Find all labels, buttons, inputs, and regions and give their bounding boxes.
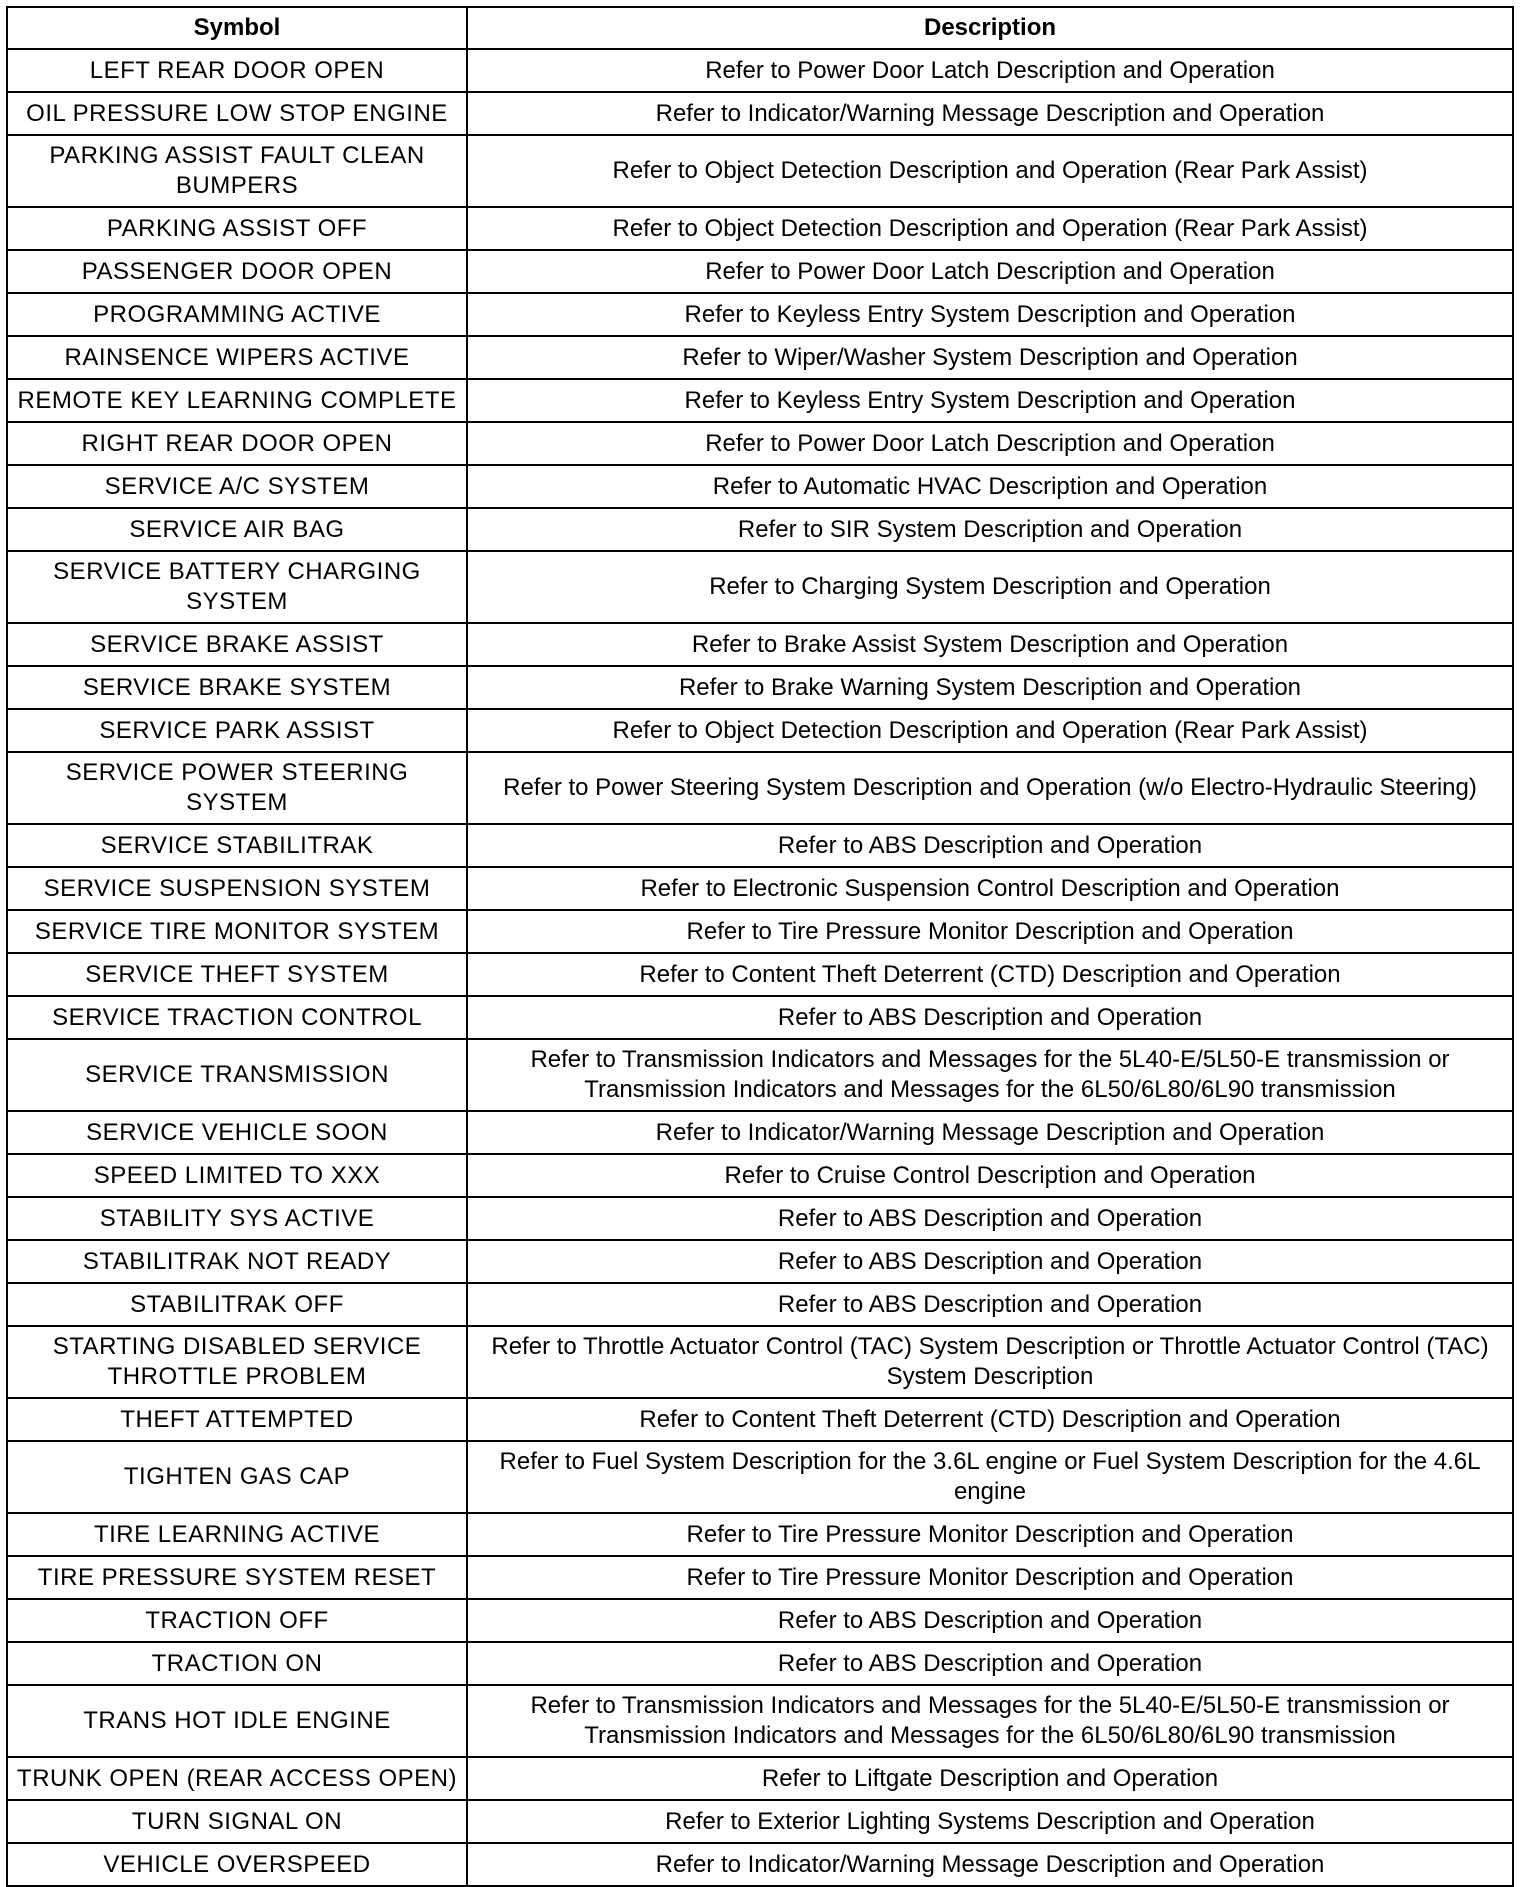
description-cell: Refer to ABS Description and Operation [467,824,1513,867]
table-row [7,867,1513,910]
symbol-cell: SERVICE TIRE MONITOR SYSTEM [7,910,467,953]
table-row [7,1556,1513,1599]
table-row [7,953,1513,996]
symbol-cell: TIRE LEARNING ACTIVE [7,1513,467,1556]
description-cell: Refer to Tire Pressure Monitor Description and Operation [467,1513,1513,1556]
symbol-cell: STABILITRAK OFF [7,1283,467,1326]
symbol-cell: SERVICE POWER STEERING SYSTEM [7,752,467,824]
table-row [7,1154,1513,1197]
table-row [7,1800,1513,1843]
description-cell: Refer to Fuel System Description for the 3.6L engine or Fuel System Description for the 4.6L engine [467,1441,1513,1513]
table-row [7,92,1513,135]
table-row [7,1197,1513,1240]
table-row [7,1240,1513,1283]
description-cell: Refer to Indicator/Warning Message Description and Operation [467,92,1513,135]
description-cell: Refer to ABS Description and Operation [467,1642,1513,1685]
table-row [7,135,1513,207]
symbol-cell: STARTING DISABLED SERVICE THROTTLE PROBLEM [7,1326,467,1398]
description-cell: Refer to Exterior Lighting Systems Description and Operation [467,1800,1513,1843]
table-row [7,1326,1513,1398]
symbol-cell: LEFT REAR DOOR OPEN [7,49,467,92]
symbol-cell: TRUNK OPEN (REAR ACCESS OPEN) [7,1757,467,1800]
symbol-cell: SERVICE BRAKE SYSTEM [7,666,467,709]
description-cell: Refer to ABS Description and Operation [467,1197,1513,1240]
table-row [7,1642,1513,1685]
table-row [7,1685,1513,1757]
symbol-cell: SERVICE TRANSMISSION [7,1039,467,1111]
symbol-cell: PARKING ASSIST OFF [7,207,467,250]
table-row [7,379,1513,422]
table-row [7,1039,1513,1111]
symbol-cell: SERVICE THEFT SYSTEM [7,953,467,996]
table-row [7,1757,1513,1800]
description-cell: Refer to Transmission Indicators and Messages for the 5L40-E/5L50-E transmission or Transmission Indicators and Messages for the 6L50/6L80/6L90 transmission [467,1685,1513,1757]
symbol-cell: SERVICE TRACTION CONTROL [7,996,467,1039]
description-cell: Refer to Power Steering System Description and Operation (w/o Electro-Hydraulic Steering) [467,752,1513,824]
symbol-cell: TIGHTEN GAS CAP [7,1441,467,1513]
description-column-header: Description [467,7,1513,49]
table-row [7,910,1513,953]
description-cell: Refer to Brake Warning System Description and Operation [467,666,1513,709]
table-row [7,551,1513,623]
message-table [6,6,1514,1887]
table-row [7,996,1513,1039]
description-cell: Refer to Object Detection Description and Operation (Rear Park Assist) [467,207,1513,250]
table-row [7,207,1513,250]
table-row [7,1398,1513,1441]
symbol-cell: SERVICE SUSPENSION SYSTEM [7,867,467,910]
table-body [7,49,1513,1886]
table-row [7,1441,1513,1513]
symbol-cell: SERVICE A/C SYSTEM [7,465,467,508]
symbol-cell: RIGHT REAR DOOR OPEN [7,422,467,465]
symbol-cell: TURN SIGNAL ON [7,1800,467,1843]
symbol-column-header: Symbol [7,7,467,49]
table-row [7,293,1513,336]
description-cell: Refer to Content Theft Deterrent (CTD) Description and Operation [467,1398,1513,1441]
symbol-cell: PARKING ASSIST FAULT CLEAN BUMPERS [7,135,467,207]
description-cell: Refer to Automatic HVAC Description and Operation [467,465,1513,508]
description-cell: Refer to ABS Description and Operation [467,1240,1513,1283]
description-cell: Refer to Power Door Latch Description and Operation [467,250,1513,293]
table-row [7,250,1513,293]
description-cell: Refer to Liftgate Description and Operation [467,1757,1513,1800]
symbol-cell: REMOTE KEY LEARNING COMPLETE [7,379,467,422]
description-cell: Refer to ABS Description and Operation [467,1283,1513,1326]
symbol-cell: SERVICE BRAKE ASSIST [7,623,467,666]
table-row [7,666,1513,709]
table-row [7,1283,1513,1326]
description-cell: Refer to Keyless Entry System Description and Operation [467,293,1513,336]
description-cell: Refer to Brake Assist System Description and Operation [467,623,1513,666]
table-row [7,1843,1513,1886]
table-row [7,824,1513,867]
description-cell: Refer to Cruise Control Description and Operation [467,1154,1513,1197]
table-row [7,336,1513,379]
description-cell: Refer to Wiper/Washer System Description and Operation [467,336,1513,379]
description-cell: Refer to Throttle Actuator Control (TAC) System Description or Throttle Actuator Control (TAC) System Description [467,1326,1513,1398]
description-cell: Refer to Transmission Indicators and Messages for the 5L40-E/5L50-E transmission or Transmission Indicators and Messages for the 6L50/6L80/6L90 transmission [467,1039,1513,1111]
description-cell: Refer to Charging System Description and Operation [467,551,1513,623]
description-cell: Refer to Keyless Entry System Description and Operation [467,379,1513,422]
symbol-cell: SPEED LIMITED TO XXX [7,1154,467,1197]
symbol-cell: STABILITY SYS ACTIVE [7,1197,467,1240]
symbol-cell: OIL PRESSURE LOW STOP ENGINE [7,92,467,135]
symbol-cell: SERVICE AIR BAG [7,508,467,551]
description-cell: Refer to Electronic Suspension Control Description and Operation [467,867,1513,910]
table-row [7,1111,1513,1154]
symbol-cell: STABILITRAK NOT READY [7,1240,467,1283]
symbol-cell: SERVICE STABILITRAK [7,824,467,867]
description-cell: Refer to SIR System Description and Operation [467,508,1513,551]
table-row [7,422,1513,465]
description-cell: Refer to Content Theft Deterrent (CTD) Description and Operation [467,953,1513,996]
description-cell: Refer to Indicator/Warning Message Description and Operation [467,1111,1513,1154]
symbol-cell: VEHICLE OVERSPEED [7,1843,467,1886]
table-row [7,709,1513,752]
description-cell: Refer to Tire Pressure Monitor Description and Operation [467,1556,1513,1599]
description-cell: Refer to Object Detection Description and Operation (Rear Park Assist) [467,135,1513,207]
symbol-cell: PASSENGER DOOR OPEN [7,250,467,293]
description-cell: Refer to Indicator/Warning Message Description and Operation [467,1843,1513,1886]
table-row [7,508,1513,551]
symbol-cell: RAINSENCE WIPERS ACTIVE [7,336,467,379]
table-row [7,1513,1513,1556]
symbol-cell: THEFT ATTEMPTED [7,1398,467,1441]
table-row [7,752,1513,824]
description-cell: Refer to Tire Pressure Monitor Description and Operation [467,910,1513,953]
symbol-cell: SERVICE BATTERY CHARGING SYSTEM [7,551,467,623]
symbol-cell: TRACTION ON [7,1642,467,1685]
symbol-cell: TIRE PRESSURE SYSTEM RESET [7,1556,467,1599]
description-cell: Refer to Object Detection Description and Operation (Rear Park Assist) [467,709,1513,752]
description-cell: Refer to Power Door Latch Description and Operation [467,49,1513,92]
symbol-cell: PROGRAMMING ACTIVE [7,293,467,336]
description-cell: Refer to Power Door Latch Description and Operation [467,422,1513,465]
table-header-row [7,7,1513,49]
symbol-cell: SERVICE PARK ASSIST [7,709,467,752]
symbol-cell: TRANS HOT IDLE ENGINE [7,1685,467,1757]
table-row [7,623,1513,666]
description-cell: Refer to ABS Description and Operation [467,1599,1513,1642]
symbol-cell: SERVICE VEHICLE SOON [7,1111,467,1154]
table-row [7,49,1513,92]
symbol-cell: TRACTION OFF [7,1599,467,1642]
description-cell: Refer to ABS Description and Operation [467,996,1513,1039]
table-row [7,1599,1513,1642]
table-row [7,465,1513,508]
